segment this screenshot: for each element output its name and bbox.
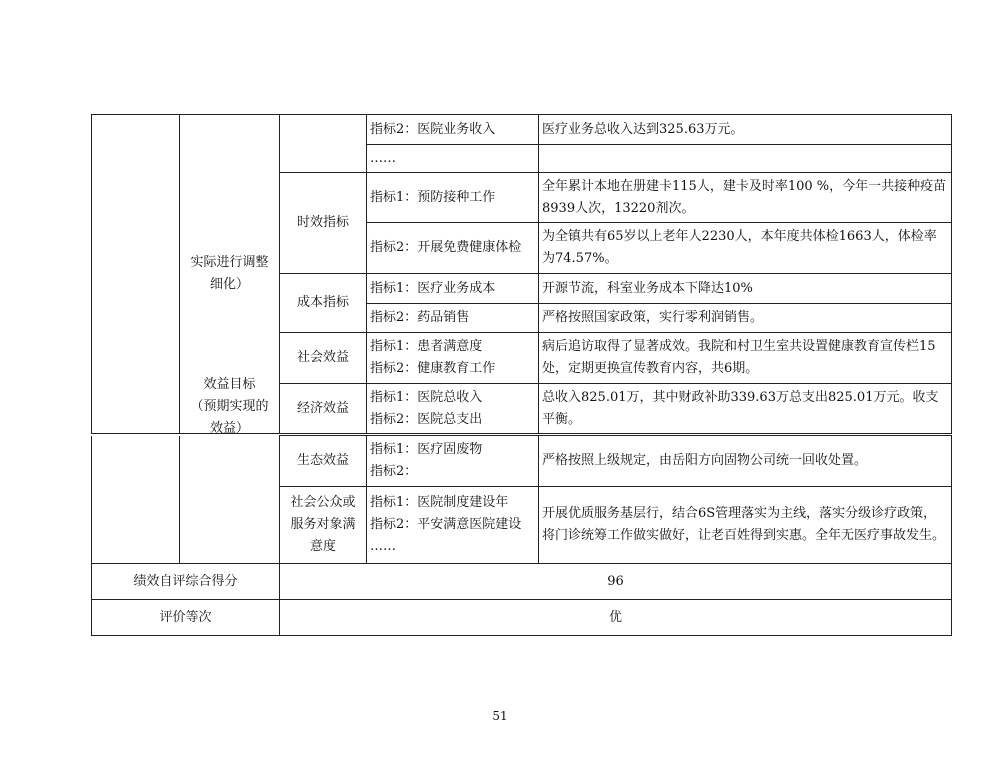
- grade-label: 评价等次: [92, 600, 280, 636]
- indicator-cell: 指标1：预防接种工作: [367, 173, 539, 223]
- economic-benefit-label: 经济效益: [280, 384, 367, 434]
- score-label: 绩效自评综合得分: [92, 564, 280, 600]
- indicator-cell: 指标1：医院总收入 指标2：医院总支出: [367, 384, 539, 434]
- desc-cell: 病后追访取得了显著成效。我院和村卫生室共设置健康教育宣传栏15处，定期更换宣传教育内容，共6期。: [539, 333, 952, 384]
- indicator-cell: 指标1：患者满意度 指标2：健康教育工作: [367, 333, 539, 384]
- ecological-benefit-label: 生态效益: [280, 436, 367, 487]
- benefit-label: 效益目标 （预期实现的 效益）: [180, 436, 280, 564]
- grade-value: 优: [280, 600, 952, 636]
- desc-cell: 严格按照上级规定，由岳阳方向固物公司统一回收处置。: [539, 436, 952, 487]
- indicator-cell: 指标1：医疗固废物 指标2：: [367, 436, 539, 487]
- indicator-cell: 指标1：医疗业务成本: [367, 274, 539, 304]
- indicator-cell: 指标2：开展免费健康体检: [367, 223, 539, 274]
- desc-cell: 严格按照国家政策，实行零利润销售。: [539, 304, 952, 333]
- page-number: 51: [492, 709, 508, 723]
- desc-cell: 医疗业务总收入达到325.63万元。: [539, 115, 952, 145]
- desc-cell: 开源节流，科室业务成本下降达10%: [539, 274, 952, 304]
- score-value: 96: [280, 564, 952, 600]
- desc-blank: [539, 145, 952, 173]
- secondary-blank: [280, 115, 367, 173]
- indicator-cell: 指标2：药品销售: [367, 304, 539, 333]
- indicator-ellipsis: ……: [367, 145, 539, 173]
- social-benefit-label: 社会效益: [280, 333, 367, 384]
- desc-cell: 开展优质服务基层行，结合6S管理落实为主线，落实分级诊疗政策，将门诊统筹工作做实做好，让老百姓得到实惠。全年无医疗事故发生。: [539, 487, 952, 564]
- desc-cell: 总收入825.01万，其中财政补助339.63万总支出825.01万元。收支平衡。: [539, 384, 952, 434]
- first-level-cell-blank: [92, 115, 180, 434]
- cost-label: 成本指标: [280, 274, 367, 333]
- desc-cell: 为全镇共有65岁以上老年人2230人，本年度共体检1663人，体检率为74.57%。: [539, 223, 952, 274]
- indicator-cell: 指标2：医院业务收入: [367, 115, 539, 145]
- indicator-cell: 指标1：医院制度建设年 指标2：平安满意医院建设 ……: [367, 487, 539, 564]
- first-level-cell-blank: [92, 436, 180, 564]
- timeliness-label: 时效指标: [280, 173, 367, 274]
- satisfaction-label: 社会公众或 服务对象满 意度: [280, 487, 367, 564]
- desc-cell: 全年累计本地在册建卡115人，建卡及时率100 %，今年一共接种疫苗8939人次，13220剂次。: [539, 173, 952, 223]
- adjust-label: 实际进行调整 细化）: [180, 115, 280, 434]
